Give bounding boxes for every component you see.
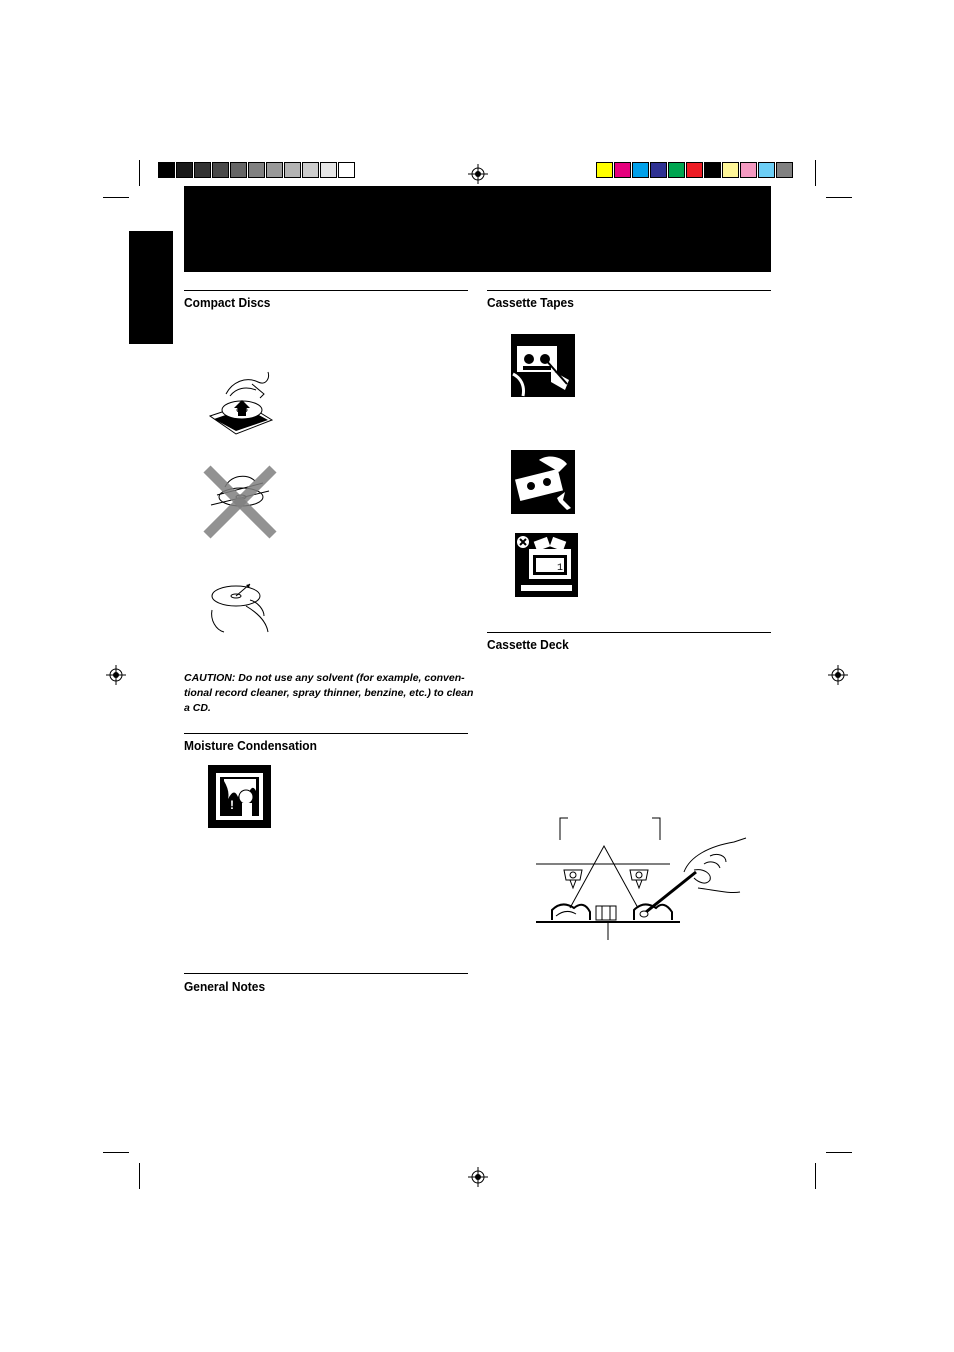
color-swatch <box>176 162 193 178</box>
cassette-heat-icon <box>515 533 578 597</box>
registration-mark-icon <box>468 1167 488 1187</box>
crop-mark <box>139 1163 140 1189</box>
cd-wrong-cleaning-icon <box>203 465 277 539</box>
cassette-tapes-heading: Cassette Tapes <box>487 295 574 310</box>
cassette-tab-icon <box>511 450 575 514</box>
color-swatch <box>668 162 685 178</box>
page-header-band <box>184 186 771 272</box>
caution-note: CAUTION: Do not use any solvent (for example, conven-tional record cleaner, spray thinner, benzine, etc.) to clean a CD. <box>184 672 474 714</box>
moisture-window-icon <box>208 765 271 828</box>
general-notes-heading: General Notes <box>184 979 266 994</box>
svg-text:!: ! <box>230 798 234 812</box>
color-swatch <box>230 162 247 178</box>
cd-wipe-icon <box>206 576 274 636</box>
crop-mark <box>139 160 140 186</box>
language-side-tab <box>129 231 173 344</box>
color-swatch <box>596 162 613 178</box>
color-swatch <box>614 162 631 178</box>
crop-mark <box>826 1152 852 1153</box>
registration-mark-icon <box>106 665 126 685</box>
crop-mark <box>103 1152 129 1153</box>
compact-discs-heading: Compact Discs <box>184 295 271 310</box>
section-rule <box>184 973 468 974</box>
pinch-roller-left <box>564 870 582 888</box>
color-swatch <box>320 162 337 178</box>
color-swatch <box>338 162 355 178</box>
section-rule <box>487 290 771 291</box>
color-swatch <box>632 162 649 178</box>
cassette-deck-heading: Cassette Deck <box>487 637 569 652</box>
color-swatch <box>740 162 757 178</box>
crop-mark <box>826 197 852 198</box>
color-swatch <box>758 162 775 178</box>
cd-handling-icon <box>206 364 276 436</box>
color-swatch <box>158 162 175 178</box>
color-swatch <box>776 162 793 178</box>
color-swatch <box>266 162 283 178</box>
head-cleaning-diagram <box>534 816 750 940</box>
color-swatch <box>212 162 229 178</box>
color-swatch <box>650 162 667 178</box>
crop-mark <box>103 197 129 198</box>
registration-mark-icon <box>828 665 848 685</box>
color-swatch <box>686 162 703 178</box>
registration-mark-icon <box>468 164 488 184</box>
section-rule <box>184 733 468 734</box>
section-rule <box>487 632 771 633</box>
color-swatch <box>284 162 301 178</box>
crop-mark <box>815 1163 816 1189</box>
svg-text:1: 1 <box>557 563 564 574</box>
moisture-condensation-heading: Moisture Condensation <box>184 738 317 753</box>
color-swatch <box>704 162 721 178</box>
crop-mark <box>815 160 816 186</box>
color-swatch <box>722 162 739 178</box>
color-swatch <box>302 162 319 178</box>
pinch-roller-right <box>630 870 648 888</box>
color-swatch <box>194 162 211 178</box>
color-swatch <box>248 162 265 178</box>
section-rule <box>184 290 468 291</box>
cassette-tension-icon <box>511 334 575 397</box>
